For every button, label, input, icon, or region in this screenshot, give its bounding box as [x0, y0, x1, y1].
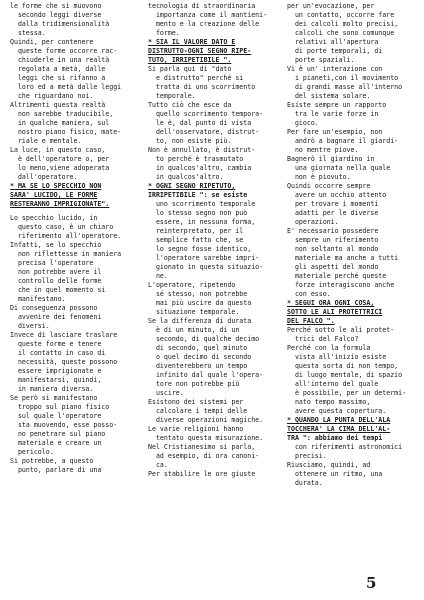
text-line: DEL FALCO ".	[287, 317, 335, 325]
text-line: per un'evocazione, per	[287, 2, 375, 10]
text-line: Si parla qui di "dato	[148, 65, 232, 73]
text-line: materiale ma anche a tutti	[287, 254, 399, 262]
text-line: TOCCHERA' LA CIMA DELL'AL-	[287, 425, 391, 433]
text-line: in qualche maniera, sul	[10, 119, 110, 127]
text-line: Si potrebbe, a questo	[10, 457, 94, 465]
text-line: * SIA IL VALORE DATO E	[148, 38, 236, 46]
text-line: forze interagiscono anche	[287, 281, 395, 289]
text-line: i pianeti,con il movimento	[287, 74, 399, 82]
text-line: * QUANDO LA PUNTA DELL'ALA	[287, 416, 391, 424]
text-line: necessità, queste possono	[10, 358, 118, 366]
text-line: diventerebbero un tempo	[148, 362, 248, 370]
text-line: stessa.	[10, 29, 46, 37]
text-line: gionato in questa situazio-	[148, 263, 264, 271]
text-line: ca.	[148, 461, 168, 469]
text-line: quello scorrimento tempora-	[148, 110, 264, 118]
text-line: con riferimenti astronomici	[287, 443, 403, 451]
text-line: sul quale l'operatore	[10, 412, 102, 420]
text-column-left	[10, 2, 140, 572]
text-line: in qualcos'altro, cambia	[148, 164, 252, 172]
text-line: forme.	[148, 29, 180, 37]
text-line: riale e mentale.	[10, 137, 82, 145]
text-line: lo stesso segno non può	[148, 209, 248, 217]
text-line: con esso.	[287, 290, 331, 298]
text-line: e distrutto" perché si	[148, 74, 244, 82]
text-line: troppo sul piano fisico	[10, 403, 110, 411]
text-line: di porte temporali, di	[287, 47, 383, 55]
text-line: Per fare un'esempio, non	[287, 128, 383, 136]
text-line: uscire.	[148, 389, 184, 397]
text-line: di grandi masse all'interno	[287, 83, 403, 91]
text-line: Infatti, se lo specchio	[10, 241, 102, 249]
text-line: no penetrare sul piano	[10, 430, 106, 438]
text-line: non sarebbe traducibile,	[10, 110, 114, 118]
text-line: dalla tridimensionalità	[10, 20, 110, 28]
text-line: che in quel momento si	[10, 286, 106, 294]
text-line: sé stesso, non potrebbe	[148, 290, 248, 298]
text-line: calcolare i tempi delle	[148, 407, 248, 415]
text-line: DISTRUTTO-OGNI SEGNO RIPE-	[148, 47, 252, 55]
text-line: relativi all'apertura	[287, 38, 379, 46]
text-line: importanza come il mantieni-	[148, 11, 268, 19]
text-line: avere questa copertura.	[287, 407, 387, 415]
text-line: * OGNI SEGNO RIPETUTO,	[148, 182, 236, 190]
text-line: ne.	[148, 272, 168, 280]
text-line: avvenire dei fenomeni	[10, 313, 102, 321]
text-line: le forme che si muovono	[10, 2, 102, 10]
text-line: punto, parlare di una	[10, 466, 102, 474]
text-line: un contatto, occorre fare	[287, 11, 395, 19]
text-line: Riusciamo, quindi, ad	[287, 461, 371, 469]
text-line: essere imprigionate e	[10, 367, 102, 375]
text-line: diverse operazioni magiche.	[148, 416, 264, 424]
text-line: mento e la creazione delle	[148, 20, 260, 28]
text-line: Quindi, per contenere	[10, 38, 94, 46]
text-line: secondo, di qualche decimo	[148, 335, 260, 343]
text-line: E' necessario possedere	[287, 227, 379, 235]
text-line: materiale perché queste	[287, 272, 387, 280]
text-line: sta muovendo, esse posso-	[10, 421, 118, 429]
text-line: queste forme occorre rac-	[10, 47, 118, 55]
text-line: IRRIPETIBILE ": se esiste	[148, 191, 248, 199]
text-line: in qualcos'altro.	[148, 173, 224, 181]
text-line: tra le varie forze in	[287, 110, 379, 118]
text-line: queste forme e tenere	[10, 340, 102, 348]
text-line: essere, in nessuna forma,	[148, 218, 256, 226]
text-line: dall'operatore.	[10, 173, 78, 181]
text-line: gioco.	[287, 119, 319, 127]
text-line: mai più uscire da questa	[148, 299, 252, 307]
text-line: durata.	[287, 479, 323, 487]
text-line: uno scorrimento temporale	[148, 200, 256, 208]
text-line: temporale.	[148, 92, 196, 100]
text-line: Vi è un' interazione con	[287, 65, 383, 73]
text-line: * MA SE LO SPECCHIO NON	[10, 182, 102, 190]
text-line: porte spaziali.	[287, 56, 355, 64]
text-line: di secondo, quel minuto	[148, 344, 248, 352]
text-line: RESTERANNO IMPRIGIONATE".	[10, 200, 110, 208]
text-line: Per stabilire le ore giuste	[148, 470, 256, 478]
text-line: manifestarsi, quindi,	[10, 376, 102, 384]
text-line: avere un occhio attento	[287, 191, 387, 199]
text-line: TRA ": abbiamo dei tempi	[287, 434, 383, 442]
text-line: Lo specchio lucido, in	[10, 214, 98, 222]
text-line: in maniera diversa.	[10, 385, 94, 393]
text-line: pericolo.	[10, 448, 54, 456]
text-line: to perché è trasmutato	[148, 155, 244, 163]
text-line: Le varie religioni hanno	[148, 425, 244, 433]
text-line: ottenere un ritmo, una	[287, 470, 383, 478]
text-line: manifestano.	[10, 295, 66, 303]
text-line: to, non esiste più.	[148, 137, 232, 145]
text-line: l'operatore sarebbe impri-	[148, 254, 260, 262]
text-column-middle	[148, 2, 278, 572]
text-line: lo meno,viene adoperata	[10, 164, 110, 172]
text-line: Di conseguenza possono	[10, 304, 98, 312]
text-line: riferimento all'operatore.	[10, 232, 122, 240]
text-line: Perché sotto le ali protet-	[287, 326, 395, 334]
text-line: regolata a metà, dalle	[10, 65, 106, 73]
text-line: La luce, in questo caso,	[10, 146, 106, 154]
text-line: gli aspetti del mondo	[287, 263, 379, 271]
text-line: le è, dal punto di vista	[148, 119, 252, 127]
text-line: controllo delle forme	[10, 277, 102, 285]
text-line: non potrebbe avere il	[10, 268, 102, 276]
text-line: loro ed a metà dalle leggi	[10, 83, 122, 91]
text-line: Esiste sempre un rapporto	[287, 101, 387, 109]
text-line: che riguardano noi.	[10, 92, 94, 100]
text-line: non soltanto al mondo	[287, 245, 379, 253]
text-line: L'operatore, ripetendo	[148, 281, 236, 289]
text-line: Perché con la formula	[287, 344, 371, 352]
text-line: semplice fatto che, se	[148, 236, 244, 244]
text-line: tecnologia di straordinaria	[148, 2, 256, 10]
text-line: non è piovuto.	[287, 173, 351, 181]
text-line: tore non potrebbe più	[148, 380, 240, 388]
text-line: Esistono dei sistemi per	[148, 398, 244, 406]
text-line: il contatto in caso di	[10, 349, 106, 357]
text-line: infinito dal quale l'opera-	[148, 371, 264, 379]
text-line: è possibile, per un determi-	[287, 389, 407, 397]
text-line: secondo leggi diverse	[10, 11, 102, 19]
text-line: Tutto ciò che esce da	[148, 101, 232, 109]
text-line: Quindi occorre sempre	[287, 182, 371, 190]
text-line: Bagnerò il giardino in	[287, 155, 375, 163]
text-line: o quel decimo di secondo	[148, 353, 252, 361]
text-line: per trovare i momenti	[287, 200, 379, 208]
text-line: trici del Falco?	[287, 335, 359, 343]
text-line: Se però si manifestano	[10, 394, 98, 402]
text-line: è dell'operatore o, per	[10, 155, 110, 163]
text-line: Altrimenti questa realtà	[10, 101, 106, 109]
text-line: precisi.	[287, 452, 327, 460]
text-line: Nel Cristianesimo si parla,	[148, 443, 256, 451]
text-line: nostro piano fisico, mate-	[10, 128, 122, 136]
text-line: ad esempio, di ora canoni-	[148, 452, 260, 460]
text-line: SOTTO LE ALI PROTETTRICI	[287, 308, 383, 316]
text-line: * SEGUI ORA OGNI COSA,	[287, 299, 375, 307]
text-column-right	[287, 2, 417, 572]
text-line: dell'osservatore, distrut-	[148, 128, 260, 136]
text-line: materiale e creare un	[10, 439, 102, 447]
text-line: sempre un riferimento	[287, 236, 379, 244]
text-line: situazione temporale.	[148, 308, 240, 316]
text-line: non riflettesse in maniera	[10, 250, 122, 258]
text-line: questa sorta di non tempo,	[287, 362, 399, 370]
text-line: di luogo mentale, di spazio	[287, 371, 403, 379]
text-line: una giornata nella quale	[287, 164, 391, 172]
text-line: dei calcoli molto precisi,	[287, 20, 399, 28]
text-line: operazioni.	[287, 218, 339, 226]
text-line: calcoli che sono comunque	[287, 29, 395, 37]
text-line: leggi che si rifanno a	[10, 74, 106, 82]
text-line: precisa l'operatore	[10, 259, 94, 267]
text-line: Non è annullato, è distrut-	[148, 146, 256, 154]
text-line: è di un minuto, di un	[148, 326, 240, 334]
text-line: questo caso, è un chiaro	[10, 223, 114, 231]
text-line: tentato questa misurazione.	[148, 434, 264, 442]
text-line: tratta di uno scorrimento	[148, 83, 256, 91]
text-line: chiuderle in una realtà	[10, 56, 110, 64]
text-line: SARA' LUCIDO, LE FORME	[10, 191, 98, 199]
text-line: lo segno fosse identico,	[148, 245, 252, 253]
text-line: Invece di lasciare traslare	[10, 331, 118, 339]
text-line: adatti per le diverse	[287, 209, 379, 217]
text-line: TUTO, IRRIPETIBILE ".	[148, 56, 232, 64]
text-line: reinterpretato, per il	[148, 227, 244, 235]
text-line: all'interno del quale	[287, 380, 379, 388]
text-line: no mentre piove.	[287, 146, 359, 154]
text-line: Se la differenza di durata	[148, 317, 252, 325]
text-line: nato tempo massimo,	[287, 398, 371, 406]
text-line: andrò a bagnare il giardi-	[287, 137, 399, 145]
text-line: vista all'inizio esiste	[287, 353, 387, 361]
text-line: diversi.	[10, 322, 50, 330]
text-line: del sistema solare.	[287, 92, 371, 100]
page-number: 5	[366, 574, 377, 592]
